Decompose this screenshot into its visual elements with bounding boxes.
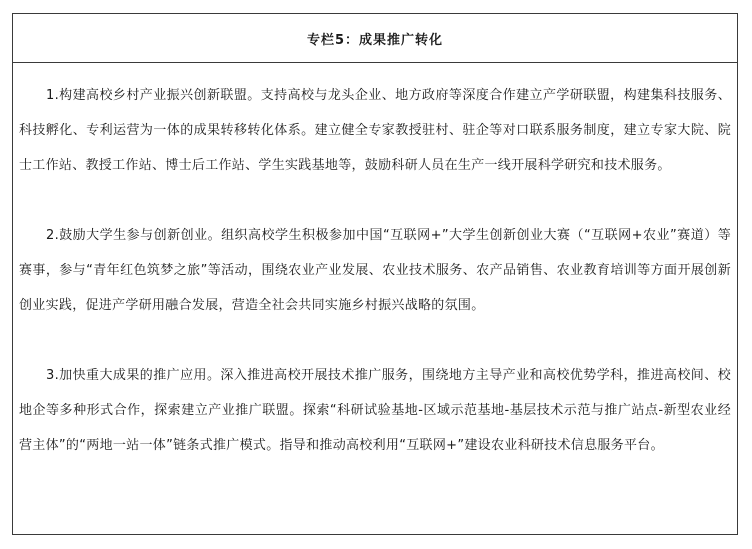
paragraph-1: 1.构建高校乡村产业振兴创新联盟。支持高校与龙头企业、地方政府等深度合作建立产学研联盟，构建集科技服务、科技孵化、专利运营为一体的成果转移转化体系。建立健全专家教授驻村、驻企等对口联系服务制度，建立专家大院、院士工作站、教授工作站、博士后工作站、学生实践基地等，鼓励科研人员在生产一线开展科学研究和技术服务。	[19, 88, 731, 173]
title-row	[13, 14, 737, 63]
paragraph-3: 3.加快重大成果的推广应用。深入推进高校开展技术推广服务，围绕地方主导产业和高校优势学科，推进高校间、校地企等多种形式合作，探索建立产业推广联盟。探索“科研试验基地-区域示范基地-基层技术示范与推广站点-新型农业经营主体”的“两地一站一体”链条式推广模式。指导和推动高校利用“互联网+”建设农业科研技术信息服务平台。	[19, 368, 731, 453]
box-title: 专栏5：成果推广转化	[306, 32, 444, 48]
box-content	[13, 63, 737, 463]
column-box	[12, 13, 738, 535]
paragraph-2: 2.鼓励大学生参与创新创业。组织高校学生积极参加中国“互联网+”大学生创新创业大赛（“互联网+农业”赛道）等赛事，参与“青年红色筑梦之旅”等活动，围绕农业产业发展、农业技术服务、农产品销售、农业教育培训等方面开展创新创业实践，促进产学研用融合发展，营造全社会共同实施乡村振兴战略的氛围。	[19, 228, 731, 313]
